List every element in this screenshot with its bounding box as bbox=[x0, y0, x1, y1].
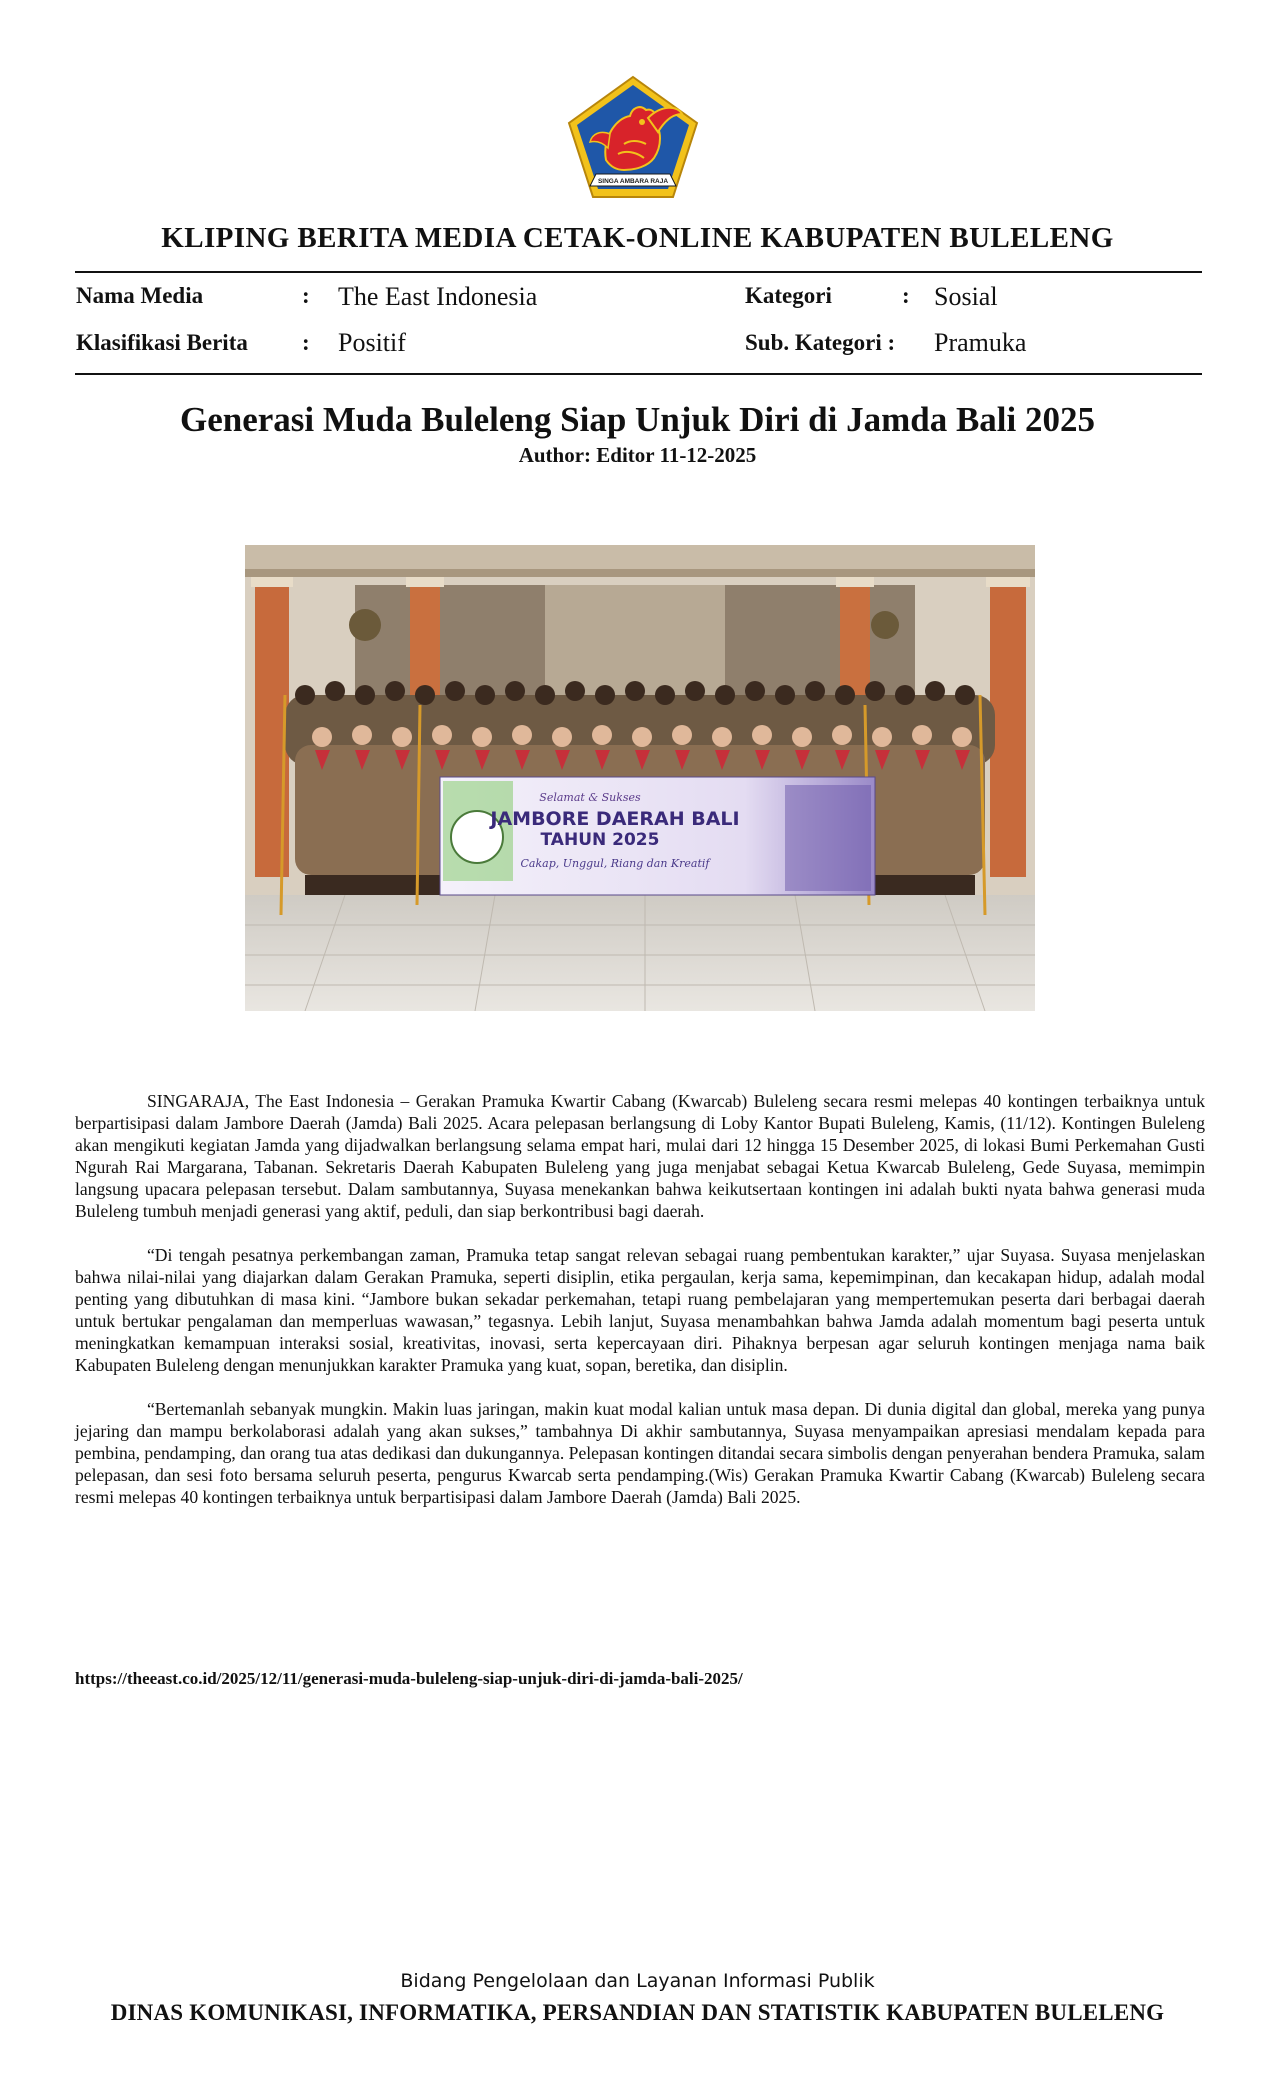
media-label: Nama Media bbox=[76, 283, 204, 308]
header-bottom-rule bbox=[75, 373, 1202, 375]
article-headline: Generasi Muda Buleleng Siap Unjuk Diri di Jamda Bali 2025 bbox=[180, 400, 1095, 439]
article-paragraph: “Bertemanlah sebanyak mungkin. Makin luas jaringan, makin kuat modal kalian untuk masa depan. Di dunia digital dan global, mereka yang punya jejaring dan mampu berkolaborasi adalah yang akan sukses,” tambahnya Di akhir sambutannya, Suyasa menyampaikan apresiasi mendalam kepada para pembina, pendamping, dan orang tua atas dedikasi dan dukungannya. Pelepasan kontingen ditandai secara simbolis dengan penyerahan bendera Pramuka, salam pelepasan, dan sesi foto bersama seluruh peserta, pengurus Kwarcab serta pendamping.(Wis) Gerakan Pramuka Kwartir Cabang (Kwarcab) Buleleng secara resmi melepas 40 kontingen terbaiknya untuk berpartisipasi dalam Jambore Daerah (Jamda) Bali 2025. bbox=[75, 1399, 1205, 1507]
classification-label: Klasifikasi Berita bbox=[76, 330, 248, 355]
classification-colon: : bbox=[302, 330, 310, 355]
category-colon: : bbox=[902, 283, 910, 308]
source-link[interactable]: https://theeast.co.id/2025/12/11/generasi-muda-buleleng-siap-unjuk-diri-di-jamda-bali-2025/ bbox=[75, 1669, 743, 1688]
header-top-rule bbox=[75, 271, 1202, 273]
subcategory-value: Pramuka bbox=[934, 328, 1027, 357]
buleleng-regency-emblem bbox=[566, 74, 700, 200]
banner-year: TAHUN 2025 bbox=[540, 830, 660, 850]
category-label: Kategori bbox=[745, 283, 832, 308]
document-title: KLIPING BERITA MEDIA CETAK-ONLINE KABUPATEN BULELENG bbox=[161, 222, 1114, 254]
classification-value: Positif bbox=[338, 328, 406, 357]
article-body bbox=[75, 1090, 1205, 1530]
media-value: The East Indonesia bbox=[338, 282, 538, 311]
banner-greeting: Selamat & Sukses bbox=[539, 791, 641, 804]
media-colon: : bbox=[302, 283, 310, 308]
banner-tagline: Cakap, Unggul, Riang dan Kreatif bbox=[520, 857, 710, 870]
article-photo bbox=[245, 545, 1035, 1011]
footer-agency: DINAS KOMUNIKASI, INFORMATIKA, PERSANDIAN DAN STATISTIK KABUPATEN BULELENG bbox=[110, 2000, 1165, 2025]
article-paragraph: “Di tengah pesatnya perkembangan zaman, Pramuka tetap sangat relevan sebagai ruang pembentukan karakter,” ujar Suyasa. Suyasa menjelaskan bahwa nilai-nilai yang diajarkan dalam Gerakan Pramuka, seperti disiplin, etika pergaulan, kerja sama, kepemimpinan, dan kecakapan hidup, adalah modal penting yang dibutuhkan di masa kini. “Jambore bukan sekadar perkemahan, tetapi ruang pembelajaran yang mempertemukan peserta dari berbagai daerah untuk bertukar pengalaman dan memperluas wawasan,” tegasnya. Lebih lanjut, Suyasa menambahkan bahwa Jamda adalah momentum bagi peserta untuk meningkatkan kemampuan interaksi sosial, kreativitas, inovasi, serta kepercayaan diri. Pihaknya berpesan agar seluruh kontingen menjaga nama baik Kabupaten Buleleng dengan menunjukkan karakter Pramuka yang kuat, sopan, beretika, dan disiplin. bbox=[75, 1245, 1205, 1375]
subcategory-label: Sub. Kategori : bbox=[745, 330, 896, 355]
category-value: Sosial bbox=[934, 282, 998, 311]
footer-division: Bidang Pengelolaan dan Layanan Informasi Publik bbox=[400, 1970, 875, 1992]
article-author: Author: Editor 11-12-2025 bbox=[518, 443, 757, 467]
emblem-motto: SINGA AMBARA RAJA bbox=[597, 178, 669, 185]
banner-title: JAMBORE DAERAH BALI bbox=[490, 808, 740, 830]
article-paragraph: SINGARAJA, The East Indonesia – Gerakan Pramuka Kwartir Cabang (Kwarcab) Buleleng secara resmi melepas 40 kontingen terbaiknya untuk berpartisipasi dalam Jambore Daerah (Jamda) Bali 2025. Acara pelepasan berlangsung di Loby Kantor Bupati Buleleng, Kamis, (11/12). Kontingen Buleleng akan mengikuti kegiatan Jamda yang dijadwalkan berlangsung selama empat hari, mulai dari 12 hingga 15 Desember 2025, di lokasi Bumi Perkemahan Gusti Ngurah Rai Margarana, Tabanan. Sekretaris Daerah Kabupaten Buleleng yang juga menjabat sebagai Ketua Kwarcab Buleleng, Gede Suyasa, memimpin langsung upacara pelepasan tersebut. Dalam sambutannya, Suyasa menekankan bahwa keikutsertaan kontingen ini adalah bukti nyata bahwa generasi muda Buleleng tumbuh menjadi generasi yang aktif, peduli, dan siap berkontribusi bagi daerah. bbox=[75, 1091, 1205, 1221]
